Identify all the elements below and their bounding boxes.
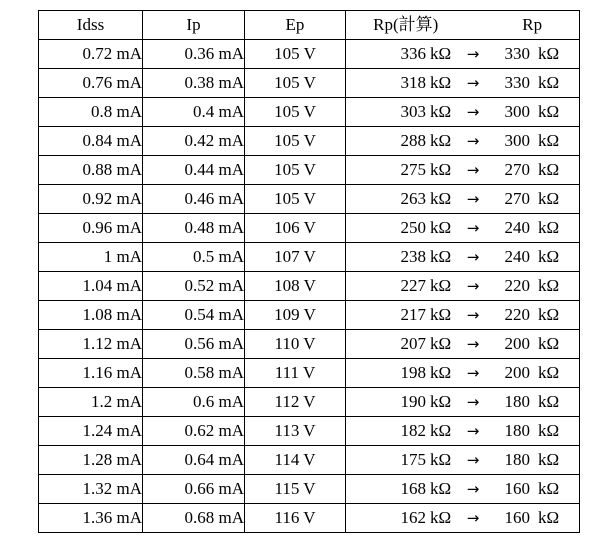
cell-ip[interactable]: 0.4 mA [143,98,245,127]
rp-standard-value: 330 [504,73,530,92]
rp-calc-unit: kΩ [430,421,452,440]
cell-ip[interactable]: 0.68 mA [143,504,245,533]
cell-ip[interactable]: 0.5 mA [143,243,245,272]
cell-idss[interactable]: 0.72 mA [39,40,143,69]
table-row [39,127,580,156]
rp-calc-unit: kΩ [430,363,452,382]
rp-standard-value: 220 [504,305,530,324]
header-rp-cell[interactable] [346,11,580,40]
cell-ep[interactable]: 111 V [245,359,346,388]
rp-calc-value: 250 [400,218,426,237]
rp-calc-value: 263 [400,189,426,208]
rp-standard-unit: kΩ [538,305,560,324]
cell-ip[interactable]: 0.56 mA [143,330,245,359]
cell-rp[interactable] [346,156,580,185]
cell-ep[interactable]: 112 V [245,388,346,417]
cell-rp[interactable] [346,185,580,214]
cell-rp[interactable] [346,446,580,475]
cell-idss[interactable]: 1.28 mA [39,446,143,475]
cell-rp[interactable] [346,504,580,533]
cell-rp[interactable] [346,475,580,504]
rp-calc-unit: kΩ [430,73,452,92]
right-arrow-icon: → [466,45,480,63]
rp-calc-value: 182 [400,421,426,440]
header-ip[interactable]: Ip [143,11,245,40]
rp-calc-value: 162 [400,508,426,527]
rp-calc-value: 217 [400,305,426,324]
rp-calc-unit: kΩ [430,334,452,353]
cell-rp[interactable] [346,40,580,69]
cell-ep[interactable]: 105 V [245,127,346,156]
cell-idss[interactable]: 1 mA [39,243,143,272]
cell-ep[interactable]: 105 V [245,40,346,69]
rp-calc-value: 288 [400,131,426,150]
cell-ip[interactable]: 0.54 mA [143,301,245,330]
cell-ep[interactable]: 110 V [245,330,346,359]
rp-calc-unit: kΩ [430,160,452,179]
cell-ip[interactable]: 0.36 mA [143,40,245,69]
rp-standard-unit: kΩ [538,334,560,353]
cell-rp[interactable] [346,127,580,156]
cell-ep[interactable]: 105 V [245,98,346,127]
cell-ep[interactable]: 105 V [245,185,346,214]
cell-ep[interactable]: 114 V [245,446,346,475]
rp-standard-unit: kΩ [538,392,560,411]
cell-rp[interactable] [346,417,580,446]
cell-ep[interactable]: 108 V [245,272,346,301]
cell-ip[interactable]: 0.58 mA [143,359,245,388]
right-arrow-icon: → [466,132,480,150]
rp-calc-unit: kΩ [430,392,452,411]
header-idss[interactable]: Idss [39,11,143,40]
rp-standard-value: 270 [504,189,530,208]
table-row [39,359,580,388]
table-row [39,243,580,272]
cell-rp[interactable] [346,330,580,359]
table-row [39,475,580,504]
right-arrow-icon: → [466,219,480,237]
rp-standard-unit: kΩ [538,421,560,440]
cell-idss[interactable]: 1.16 mA [39,359,143,388]
rp-calc-unit: kΩ [430,218,452,237]
right-arrow-icon: → [466,509,480,527]
rp-standard-value: 270 [504,160,530,179]
header-ep[interactable]: Ep [245,11,346,40]
rp-standard-value: 240 [504,247,530,266]
table-row [39,69,580,98]
rp-standard-value: 240 [504,218,530,237]
cell-ep[interactable]: 105 V [245,156,346,185]
rp-standard-value: 200 [504,363,530,382]
cell-idss[interactable]: 1.24 mA [39,417,143,446]
cell-ip[interactable]: 0.42 mA [143,127,245,156]
cell-idss[interactable]: 1.2 mA [39,388,143,417]
cell-rp[interactable] [346,214,580,243]
rp-standard-value: 300 [504,131,530,150]
rp-standard-unit: kΩ [538,363,560,382]
rp-calc-value: 318 [400,73,426,92]
table-row [39,98,580,127]
rp-calc-value: 175 [400,450,426,469]
cell-idss[interactable]: 0.76 mA [39,69,143,98]
right-arrow-icon: → [466,364,480,382]
right-arrow-icon: → [466,161,480,179]
cell-idss[interactable]: 0.96 mA [39,214,143,243]
table-row [39,446,580,475]
rp-calculation-table [38,10,580,533]
cell-rp[interactable] [346,243,580,272]
rp-standard-value: 180 [504,421,530,440]
cell-ep[interactable]: 116 V [245,504,346,533]
cell-rp[interactable] [346,272,580,301]
rp-standard-value: 180 [504,450,530,469]
cell-idss[interactable]: 0.88 mA [39,156,143,185]
rp-calc-unit: kΩ [430,508,452,527]
rp-calc-unit: kΩ [430,247,452,266]
cell-ep[interactable]: 109 V [245,301,346,330]
header-rp: Rp [522,15,543,34]
cell-ip[interactable]: 0.6 mA [143,388,245,417]
rp-calc-value: 336 [400,44,426,63]
cell-idss[interactable]: 0.8 mA [39,98,143,127]
rp-standard-value: 200 [504,334,530,353]
rp-calc-unit: kΩ [430,189,452,208]
cell-ip[interactable]: 0.64 mA [143,446,245,475]
rp-standard-unit: kΩ [538,479,560,498]
cell-idss[interactable]: 1.04 mA [39,272,143,301]
cell-ep[interactable]: 106 V [245,214,346,243]
cell-rp[interactable] [346,69,580,98]
table-row [39,214,580,243]
rp-calc-unit: kΩ [430,102,452,121]
rp-standard-unit: kΩ [538,131,560,150]
rp-standard-unit: kΩ [538,247,560,266]
rp-standard-unit: kΩ [538,218,560,237]
rp-standard-value: 220 [504,276,530,295]
rp-calc-value: 275 [400,160,426,179]
rp-standard-unit: kΩ [538,508,560,527]
cell-ip[interactable]: 0.62 mA [143,417,245,446]
table-row [39,40,580,69]
table-body [39,40,580,533]
cell-ep[interactable]: 113 V [245,417,346,446]
rp-standard-unit: kΩ [538,189,560,208]
rp-calc-value: 207 [400,334,426,353]
table-row [39,301,580,330]
cell-idss[interactable]: 1.32 mA [39,475,143,504]
rp-standard-unit: kΩ [538,73,560,92]
rp-standard-value: 180 [504,392,530,411]
right-arrow-icon: → [466,277,480,295]
right-arrow-icon: → [466,306,480,324]
header-row [39,11,580,40]
cell-ep[interactable]: 105 V [245,69,346,98]
cell-idss[interactable]: 1.36 mA [39,504,143,533]
rp-standard-unit: kΩ [538,102,560,121]
right-arrow-icon: → [466,103,480,121]
rp-standard-unit: kΩ [538,450,560,469]
cell-idss[interactable]: 0.92 mA [39,185,143,214]
rp-calc-value: 168 [400,479,426,498]
table-row [39,185,580,214]
right-arrow-icon: → [466,248,480,266]
rp-standard-unit: kΩ [538,276,560,295]
rp-calc-value: 238 [400,247,426,266]
cell-rp[interactable] [346,98,580,127]
rp-calc-value: 198 [400,363,426,382]
table-row [39,504,580,533]
cell-idss[interactable]: 1.12 mA [39,330,143,359]
header-rp-calc: Rp(計算) [373,15,439,34]
rp-calc-unit: kΩ [430,305,452,324]
rp-calc-unit: kΩ [430,450,452,469]
table-row [39,388,580,417]
rp-standard-value: 160 [504,508,530,527]
right-arrow-icon: → [466,422,480,440]
cell-ip[interactable]: 0.46 mA [143,185,245,214]
cell-ip[interactable]: 0.48 mA [143,214,245,243]
cell-ip[interactable]: 0.44 mA [143,156,245,185]
rp-calc-unit: kΩ [430,276,452,295]
cell-ip[interactable]: 0.66 mA [143,475,245,504]
table-row [39,417,580,446]
table-row [39,272,580,301]
right-arrow-icon: → [466,480,480,498]
spreadsheet-area [38,10,579,527]
rp-calc-unit: kΩ [430,131,452,150]
right-arrow-icon: → [466,190,480,208]
right-arrow-icon: → [466,393,480,411]
rp-standard-value: 330 [504,44,530,63]
rp-standard-value: 300 [504,102,530,121]
right-arrow-icon: → [466,335,480,353]
cell-rp[interactable] [346,301,580,330]
cell-ep[interactable]: 107 V [245,243,346,272]
rp-standard-value: 160 [504,479,530,498]
cell-ip[interactable]: 0.52 mA [143,272,245,301]
rp-calc-unit: kΩ [430,44,452,63]
cell-ep[interactable]: 115 V [245,475,346,504]
cell-rp[interactable] [346,388,580,417]
rp-calc-unit: kΩ [430,479,452,498]
rp-standard-unit: kΩ [538,44,560,63]
rp-calc-value: 190 [400,392,426,411]
cell-ip[interactable]: 0.38 mA [143,69,245,98]
rp-calc-value: 303 [400,102,426,121]
table-row [39,330,580,359]
rp-calc-value: 227 [400,276,426,295]
rp-standard-unit: kΩ [538,160,560,179]
right-arrow-icon: → [466,451,480,469]
table-row [39,156,580,185]
right-arrow-icon: → [466,74,480,92]
cell-idss[interactable]: 1.08 mA [39,301,143,330]
cell-idss[interactable]: 0.84 mA [39,127,143,156]
cell-rp[interactable] [346,359,580,388]
